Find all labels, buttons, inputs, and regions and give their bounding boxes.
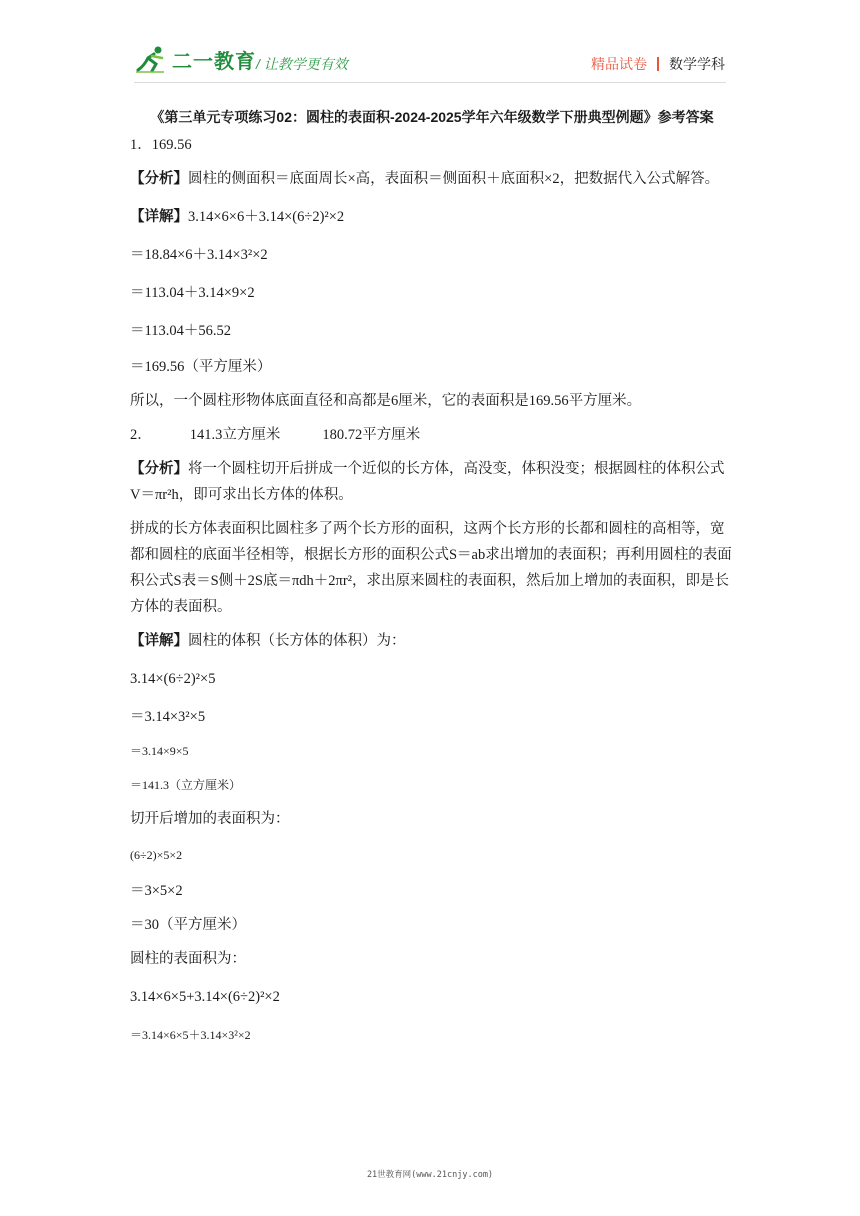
- q2-answer-b: 180.72平方厘米: [322, 427, 421, 443]
- quality-label: 精品试卷: [591, 56, 647, 72]
- q1-step: ＝169.56（平方厘米）: [130, 359, 272, 375]
- q2-volume-line: ＝141.3（立方厘米）: [130, 778, 242, 792]
- q2-added-intro: 切开后增加的表面积为：: [130, 811, 290, 827]
- q2-surface-intro: 圆柱的表面积为：: [130, 951, 246, 967]
- detail-tag: 【详解】: [130, 209, 188, 225]
- q2-number: 2．: [130, 427, 152, 443]
- page-footer: 21世教育网(www.21cnjy.com): [366, 1170, 494, 1180]
- header-slogan: / 让教学更有效: [256, 56, 348, 72]
- q2-volume-line: ＝3.14×3²×5: [130, 709, 206, 725]
- document-body: [130, 100, 734, 1048]
- q2-added-line: (6÷2)×5×2: [130, 848, 183, 862]
- analysis-tag: 【分析】: [130, 461, 188, 477]
- analysis-tag: 【分析】: [130, 171, 188, 187]
- analysis-text: 将一个圆柱切开后拼成一个近似的长方体，高没变，体积没变；根据圆柱的体积公式V＝πr²h，即可求出长方体的体积。: [130, 461, 725, 503]
- analysis-text: 圆柱的侧面积＝底面周长×高，表面积＝侧面积＋底面积×2，把数据代入公式解答。: [188, 171, 720, 187]
- q1-step: ＝113.04＋56.52: [130, 323, 231, 339]
- header-rule: [134, 82, 726, 83]
- q2-surface-line: ＝3.14×6×5＋3.14×3²×2: [130, 1028, 251, 1042]
- q2-answer-a: 141.3立方厘米: [189, 427, 281, 443]
- q2-analysis-2: 拼成的长方体表面积比圆柱多了两个长方形的面积，这两个长方形的长都和圆柱的高相等，宽都和圆柱的底面半径相等，根据长方形的面积公式S＝ab求出增加的表面积；再利用圆柱的表面积公式S表＝S侧＋2S底＝πdh＋2πr²，求出原来圆柱的表面积，然后加上增加的表面积，即是长方体的表面积。: [130, 521, 732, 615]
- q1-conclusion: 所以，一个圆柱形物体底面直径和高都是6厘米，它的表面积是169.56平方厘米。: [130, 393, 642, 409]
- detail-intro: 圆柱的体积（长方体的体积）为：: [188, 633, 406, 649]
- q1-step: ＝113.04＋3.14×9×2: [130, 285, 255, 301]
- q2-added-line: ＝3×5×2: [130, 883, 183, 899]
- brand-name: 二一教育: [172, 50, 256, 73]
- q2-volume-line: 3.14×(6÷2)²×5: [130, 671, 216, 687]
- detail-tag: 【详解】: [130, 633, 188, 649]
- q1-analysis: [130, 166, 734, 192]
- header-divider: [657, 57, 659, 71]
- q2-added-line: ＝30（平方厘米）: [130, 917, 246, 933]
- q2-answer: [130, 422, 734, 448]
- page-header: [0, 0, 860, 96]
- header-right: [591, 54, 725, 74]
- running-person-icon: [134, 44, 168, 74]
- q2-analysis-1: [130, 456, 734, 508]
- subject-label: 数学学科: [669, 56, 725, 72]
- q2-detail: [130, 628, 734, 654]
- detail-formula: 3.14×6×6＋3.14×(6÷2)²×2: [188, 209, 345, 225]
- q1-step: ＝18.84×6＋3.14×3²×2: [130, 247, 268, 263]
- q2-volume-line: ＝3.14×9×5: [130, 744, 189, 758]
- q1-detail: [130, 204, 734, 230]
- q1-answer: 1．169.56: [130, 137, 192, 153]
- brand-logo: [134, 44, 256, 74]
- page-title: 《第三单元专项练习02：圆柱的表面积-2024-2025学年六年级数学下册典型例题》参考答案: [150, 109, 714, 125]
- q2-surface-line: 3.14×6×5+3.14×(6÷2)²×2: [130, 989, 280, 1005]
